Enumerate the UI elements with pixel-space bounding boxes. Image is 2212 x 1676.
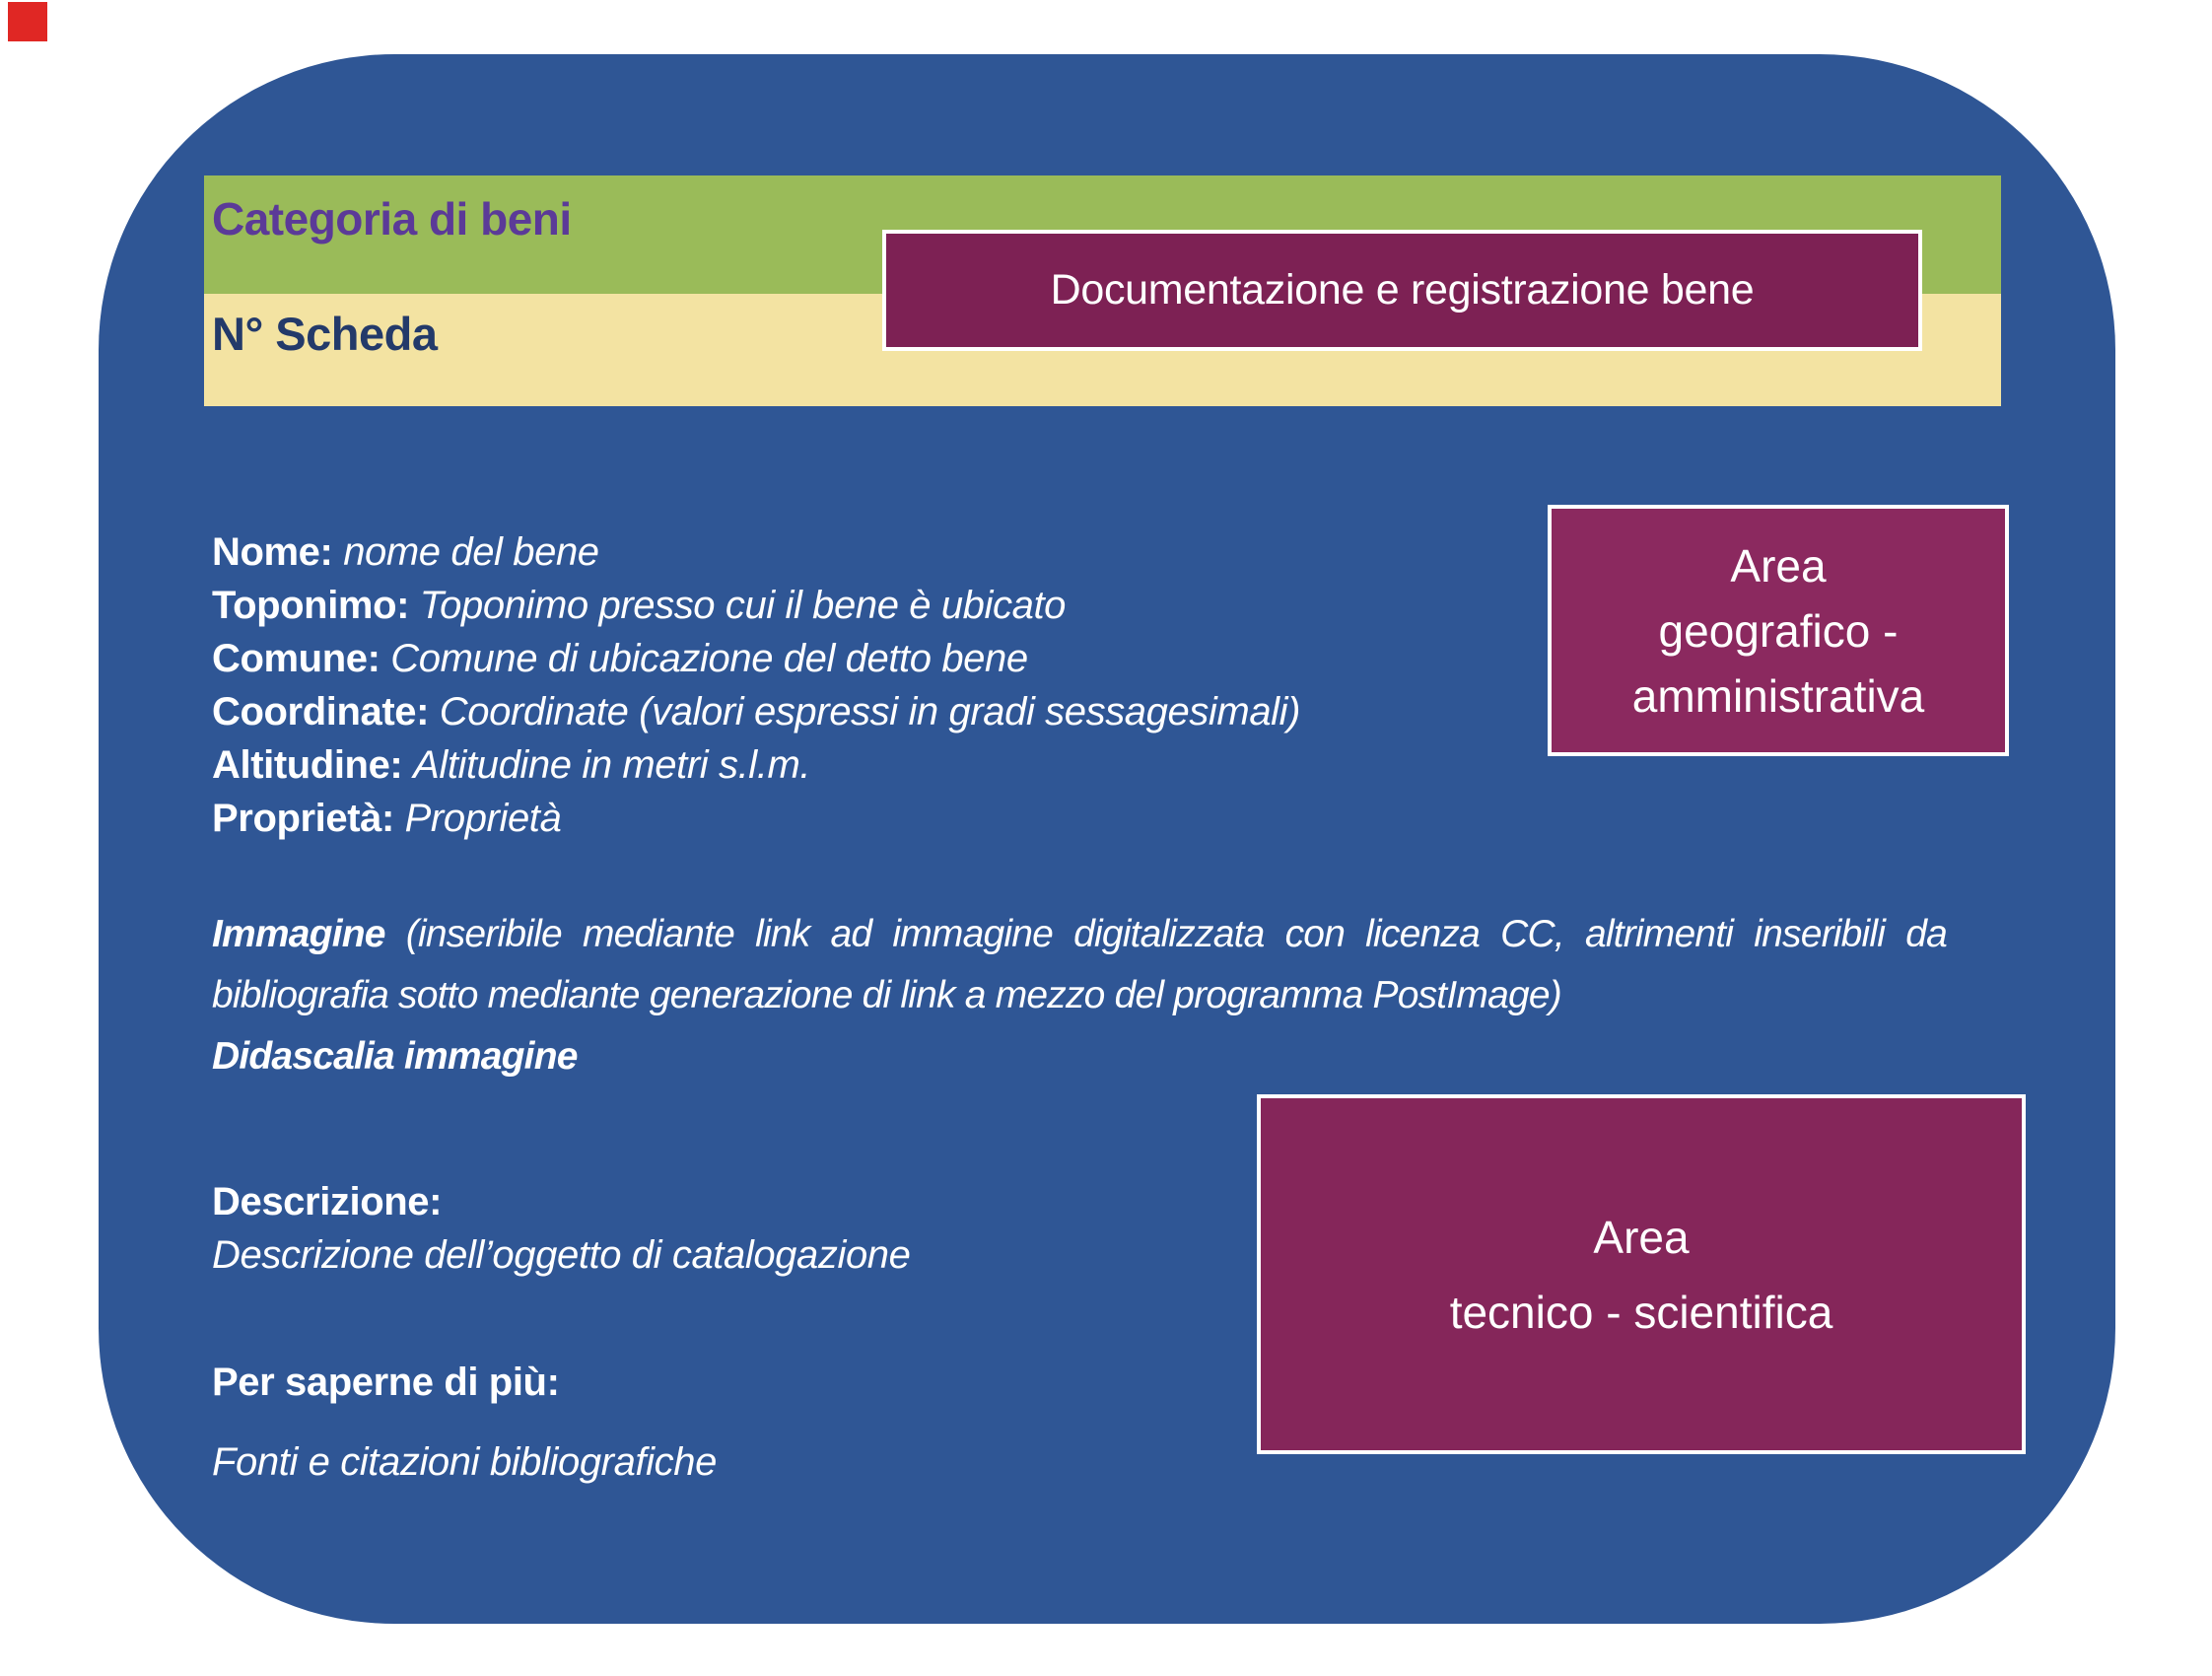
field-value: Toponimo presso cui il bene è ubicato bbox=[419, 584, 1067, 627]
field-value: Altitudine in metri s.l.m. bbox=[413, 743, 811, 787]
field-row-nome bbox=[212, 525, 1300, 579]
red-marker-square bbox=[8, 2, 47, 41]
sheet-number-label: N° Scheda bbox=[212, 308, 438, 360]
field-label: Comune: bbox=[212, 637, 380, 680]
image-section bbox=[212, 904, 1947, 1087]
field-value: Coordinate (valori espressi in gradi sessagesimali) bbox=[439, 690, 1301, 733]
field-label: Toponimo: bbox=[212, 584, 410, 627]
description-section bbox=[212, 1175, 911, 1282]
description-value: Descrizione dell’oggetto di catalogazione bbox=[212, 1233, 911, 1277]
area-geo-line-1: Area bbox=[1730, 539, 1827, 592]
field-label: Altitudine: bbox=[212, 743, 403, 787]
field-row-toponimo bbox=[212, 579, 1300, 632]
area-geo-admin-box bbox=[1548, 505, 2009, 756]
image-paragraph bbox=[212, 904, 1947, 1026]
description-label: Descrizione: bbox=[212, 1180, 443, 1223]
field-label: Coordinate: bbox=[212, 690, 430, 733]
field-label: Nome: bbox=[212, 530, 333, 574]
category-title: Categoria di beni bbox=[212, 193, 572, 244]
field-row-comune bbox=[212, 632, 1300, 685]
more-info-label: Per saperne di più: bbox=[212, 1361, 560, 1404]
field-value: Proprietà bbox=[404, 797, 562, 840]
documentation-registration-label: Documentazione e registrazione bene bbox=[1050, 266, 1755, 314]
sources-text: Fonti e citazioni bibliografiche bbox=[212, 1440, 717, 1484]
field-value: nome del bene bbox=[343, 530, 599, 574]
field-list bbox=[212, 525, 1300, 845]
field-row-coordinate bbox=[212, 685, 1300, 738]
area-geo-line-2: geografico - bbox=[1658, 604, 1899, 657]
field-row-altitudine bbox=[212, 738, 1300, 792]
image-paragraph-text: (inseribile mediante link ad immagine digitalizzata con licenza CC, altrimenti inseribili da bibliografia sotto mediante generazione di link a mezzo del programma PostImage) bbox=[212, 913, 1947, 1016]
area-tech-line-2: tecnico - scientifica bbox=[1449, 1286, 1833, 1338]
image-lead: Immagine bbox=[212, 913, 385, 955]
field-label: Proprietà: bbox=[212, 797, 394, 840]
field-value: Comune di ubicazione del detto bene bbox=[390, 637, 1028, 680]
image-caption: Didascalia immagine bbox=[212, 1035, 578, 1078]
area-tech-sci-box bbox=[1257, 1094, 2026, 1454]
field-row-proprieta bbox=[212, 792, 1300, 845]
slide-card bbox=[99, 54, 2115, 1624]
documentation-registration-box bbox=[882, 230, 1922, 351]
area-tech-line-1: Area bbox=[1593, 1211, 1690, 1263]
area-geo-line-3: amministrativa bbox=[1631, 669, 1925, 722]
